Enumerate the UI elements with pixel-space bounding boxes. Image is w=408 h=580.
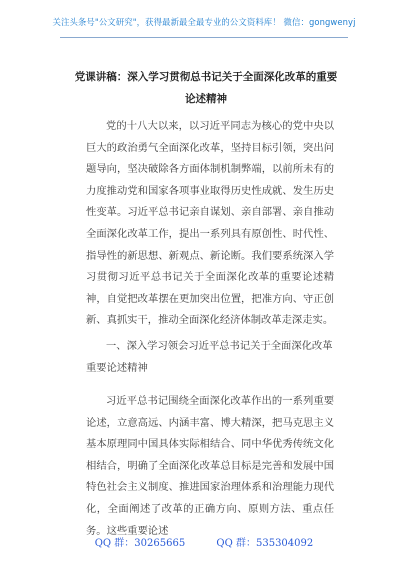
body-paragraph-2: 习近平总书记围绕全面深化改革作出的一系列重要论述，立意高远、内涵丰富、博大精深，把马克思主义基本原理同中国具体实际相结合、同中华优秀传统文化相结合，明确了全面深化改革总目标是完善和发展中国特色社会主义制度、推进国家治理体系和治理能力现代化，全面阐述了改革的正确方向、原则方法、重点任务。这些重要论述 (86, 395, 334, 537)
document-title (72, 66, 340, 110)
body-paragraph-1: 党的十八大以来，以习近平同志为核心的党中央以巨大的政治勇气全面深化改革，坚持目标引领，突出问题导向，坚决破除各方面体制机制弊端，以前所未有的力度推动党和国家各项事业取得历史性成就、发生历史性变革。习近平总书记亲自谋划、亲自部署、亲自推动全面深化改革工作，提出一系列具有原创性、时代性、指导性的新思想、新观点、新论断。我们要系统深入学习贯彻习近平总书记关于全面深化改革的重要论述精神，自觉把改革摆在更加突出位置，把准方向、守正创新、真抓实干，推动全面深化经济体制改革走深走实。 (86, 120, 334, 327)
page-header-banner: 关注头条号"公文研究"，获得最新最全最专业的公文资料库！ 微信：gongwenyj (52, 17, 356, 27)
section-heading-1: 一、深入学习领会习近平总书记关于全面深化改革重要论述精神 (86, 340, 333, 374)
title-line-2: 论述精神 (185, 93, 227, 105)
footer-qq-group-2: QQ 群：535304092 (216, 538, 314, 549)
footer-qq-group-1: QQ 群：30265665 (94, 538, 186, 549)
title-line-1: 党课讲稿：深入学习贯彻总书记关于全面深化改革的重要 (74, 71, 338, 83)
header-divider (60, 37, 348, 38)
page-footer (0, 534, 408, 549)
